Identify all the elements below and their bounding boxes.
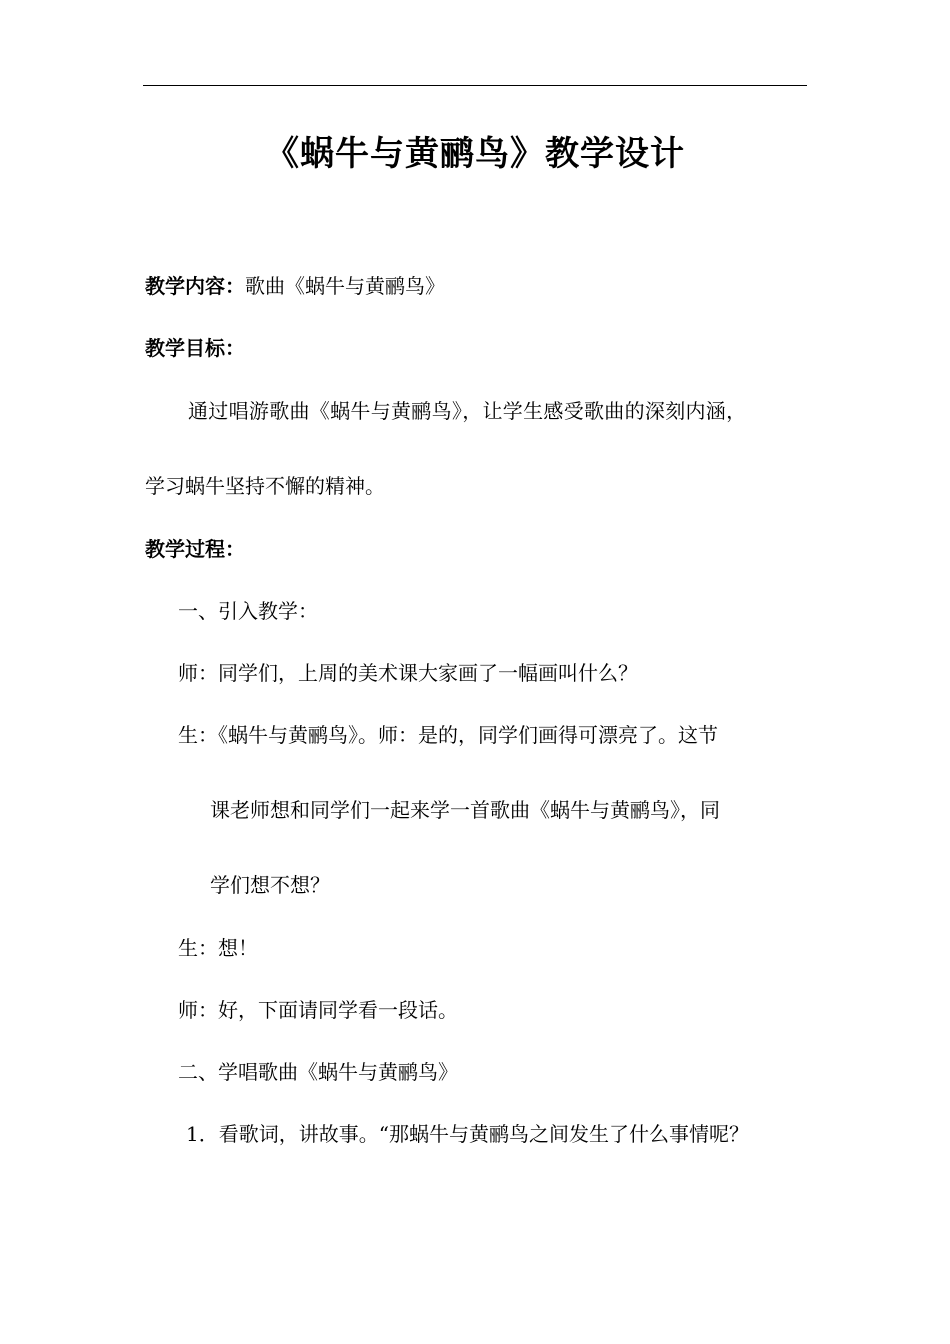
process-label: 教学过程： xyxy=(145,537,245,561)
dialog-line-2c: 学们想不想？ xyxy=(210,873,330,897)
section-2-heading: 二、学唱歌曲《蜗牛与黄鹂鸟》 xyxy=(178,1060,458,1084)
content-label: 教学内容： xyxy=(145,274,245,298)
goal-label: 教学目标： xyxy=(145,336,245,360)
dialog-line-2a: 生：《蜗牛与黄鹂鸟》。师：是的，同学们画得可漂亮了。这节 xyxy=(178,723,718,747)
dialog-line-4: 师：好，下面请同学看一段话。 xyxy=(178,998,458,1022)
content-value: 歌曲《蜗牛与黄鹂鸟》 xyxy=(245,274,445,298)
content-row xyxy=(145,271,445,301)
dialog-line-1: 师：同学们，上周的美术课大家画了一幅画叫什么？ xyxy=(178,661,638,685)
header-rule xyxy=(143,85,807,86)
section-1-heading: 一、引入教学： xyxy=(178,599,318,623)
dialog-line-2b: 课老师想和同学们一起来学一首歌曲《蜗牛与黄鹂鸟》，同 xyxy=(210,798,720,822)
step-1-line: 1．看歌词，讲故事。“那蜗牛与黄鹂鸟之间发生了什么事情呢？ xyxy=(186,1122,749,1146)
dialog-line-3: 生：想！ xyxy=(178,936,258,960)
goal-line-2: 学习蜗牛坚持不懈的精神。 xyxy=(145,474,385,498)
goal-line-1: 通过唱游歌曲《蜗牛与黄鹂鸟》，让学生感受歌曲的深刻内涵， xyxy=(188,399,747,423)
document-title: 《蜗牛与黄鹂鸟》教学设计 xyxy=(265,134,685,174)
